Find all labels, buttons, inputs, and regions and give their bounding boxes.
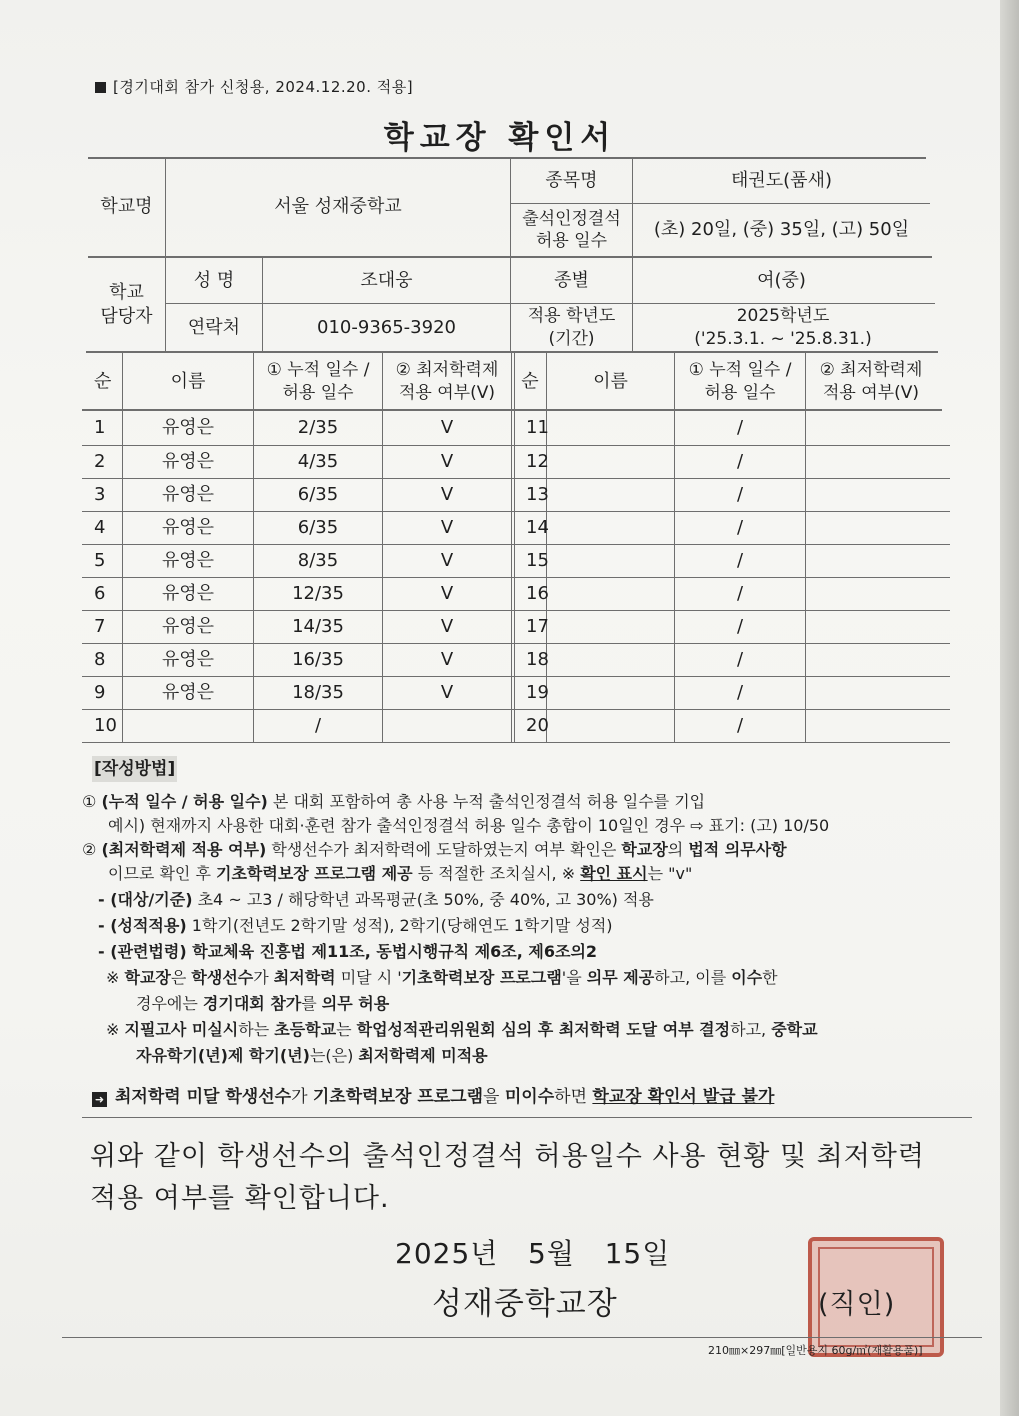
row-20-name	[547, 709, 674, 742]
row-5-days: 8/35	[297, 549, 339, 571]
row-17-days: /	[736, 615, 744, 637]
num-2: ②	[82, 840, 97, 859]
row-19-check	[806, 676, 936, 709]
footer-divider	[62, 1337, 982, 1338]
row-17-check	[806, 610, 936, 643]
closing-statement-line1: 위와 같이 학생선수의 출석인정결석 허용일수 사용 현황 및 최저학력	[90, 1141, 925, 1172]
row-8-no: 8	[94, 648, 106, 670]
text: 경우에는	[136, 994, 203, 1013]
text: 을	[483, 1087, 505, 1107]
bold-text: 최저학력 미달 학생선수	[115, 1087, 292, 1107]
row-7-name: 유영은	[161, 615, 215, 637]
row-4-check: V	[440, 516, 454, 538]
row-18-check	[806, 643, 936, 676]
row-9-no: 9	[94, 681, 106, 703]
row-20-check	[806, 709, 936, 742]
row-1-check: V	[440, 417, 454, 439]
row-10-no: 10	[94, 714, 117, 736]
row-15-days: /	[736, 549, 744, 571]
row-18-days: /	[736, 648, 744, 670]
row-14-check	[806, 511, 936, 544]
row-12-days: /	[736, 450, 744, 472]
text: 이므로 확인 후	[108, 864, 216, 883]
bold-text: 기초학력보장 프로그램 제공	[216, 864, 413, 883]
text: 하고, 이를	[654, 968, 732, 987]
row-18-name	[547, 643, 674, 676]
bold-text: - (대상/기준)	[98, 890, 193, 909]
col-header-days: ① 누적 일수 / 허용 일수	[266, 360, 370, 403]
text: 학생선수가 최저학력에 도달하였는지 여부 확인은	[266, 840, 622, 859]
table-row-line	[82, 742, 950, 743]
guide-item-1-title: (누적 일수 / 허용 일수)	[101, 792, 268, 811]
row-10-check	[383, 709, 511, 742]
bold-text: 최저학력제 미적용	[358, 1046, 488, 1065]
bold-text: 법적 의무사항	[688, 840, 787, 859]
col-header-no: 순	[94, 370, 112, 392]
text: 의	[667, 840, 689, 859]
text: 하는	[238, 1020, 275, 1039]
bold-text: 초등학교	[274, 1020, 337, 1039]
issue-date: 2025년 5월 15일	[395, 1237, 671, 1270]
allowed-days-value: (초) 20일, (중) 35일, (고) 50일	[653, 219, 910, 241]
row-5-name: 유영은	[161, 549, 215, 571]
guide-final-warning	[92, 1084, 774, 1110]
row-2-no: 2	[94, 450, 106, 472]
row-18-no: 18	[526, 648, 549, 670]
row-19-name	[547, 676, 674, 709]
row-6-no: 6	[94, 582, 106, 604]
bold-text: 학교장 확인서 발급 불가	[592, 1087, 775, 1107]
bold-text: 의무 제공	[586, 968, 655, 987]
row-3-no: 3	[94, 483, 106, 505]
row-7-check: V	[440, 615, 454, 637]
row-13-check	[806, 478, 936, 511]
arrow-box-icon: ➜	[92, 1092, 107, 1107]
row-9-check: V	[440, 681, 454, 703]
table-col-line	[511, 353, 512, 743]
row-15-name	[547, 544, 674, 577]
bold-text: 이수	[731, 968, 763, 987]
text: 는 "v"	[647, 864, 693, 883]
bold-text: - (성적적용)	[98, 916, 187, 935]
guide-item-1	[82, 790, 705, 815]
bold-text: 학생선수	[191, 968, 254, 987]
bold-text: 최저학력	[273, 968, 336, 987]
text: 1학기(전년도 2학기말 성적), 2학기(당해연도 1학기말 성적)	[186, 916, 613, 935]
bold-text: 학교체육 진흥법 제11조, 동법시행규칙 제6조, 제6조의2	[186, 942, 598, 961]
bold-text: 의무 허용	[321, 994, 390, 1013]
text: 는(은)	[309, 1046, 359, 1065]
row-12-no: 12	[526, 450, 549, 472]
manager-name-value: 조대웅	[360, 269, 413, 291]
row-8-name: 유영은	[161, 648, 215, 670]
row-1-name: 유영은	[161, 417, 215, 439]
bold-text: 학교장	[621, 840, 668, 859]
bold-text: 지필고사 미실시	[124, 1020, 239, 1039]
row-11-check	[806, 411, 936, 445]
manager-label: 학교 담당자	[100, 282, 153, 327]
bold-text: 학업성적관리위원회 심의 후 최저학력 도달 여부 결정	[356, 1020, 731, 1039]
row-2-name: 유영은	[161, 450, 215, 472]
gender-label: 종별	[554, 269, 589, 291]
row-19-no: 19	[526, 681, 549, 703]
row-1-days: 2/35	[297, 417, 339, 439]
contact-value: 010-9365-3920	[317, 316, 456, 338]
row-17-no: 17	[526, 615, 549, 637]
event-label: 종목명	[545, 169, 598, 191]
row-11-days: /	[736, 417, 744, 439]
text: 은	[170, 968, 192, 987]
row-4-no: 4	[94, 516, 106, 538]
row-20-days: /	[736, 714, 744, 736]
row-10-name	[123, 709, 253, 742]
guide-heading: [작성방법]	[92, 756, 177, 782]
header-note	[95, 76, 413, 97]
row-20-no: 20	[526, 714, 549, 736]
col-header-days-right: ① 누적 일수 / 허용 일수	[688, 360, 792, 403]
allowed-days-label: 출석인정결석 허용 일수	[522, 208, 621, 251]
col-header-name: 이름	[170, 370, 206, 392]
row-16-check	[806, 577, 936, 610]
guide-item-2-line2	[108, 862, 692, 887]
text: '을	[561, 968, 587, 987]
row-2-days: 4/35	[297, 450, 339, 472]
guide-sub-law	[98, 940, 597, 965]
col-header-no-right: 순	[521, 370, 539, 392]
row-16-no: 16	[526, 582, 549, 604]
year-label: 적용 학년도 (기간)	[527, 306, 616, 349]
row-5-no: 5	[94, 549, 106, 571]
row-1-no: 1	[94, 417, 106, 439]
row-14-name	[547, 511, 674, 544]
info-border-bottom	[86, 351, 938, 353]
row-6-name: 유영은	[161, 582, 215, 604]
bold-text: 확인 표시	[580, 864, 648, 883]
school-value: 서울 성재중학교	[274, 196, 402, 218]
row-7-no: 7	[94, 615, 106, 637]
row-15-no: 15	[526, 549, 549, 571]
guide-note-2	[106, 1018, 818, 1043]
row-7-days: 14/35	[292, 615, 344, 637]
row-17-name	[547, 610, 674, 643]
row-3-days: 6/35	[297, 483, 339, 505]
row-4-name: 유영은	[161, 516, 215, 538]
guide-note-1-line2	[136, 992, 389, 1017]
row-11-name	[547, 411, 674, 445]
row-13-no: 13	[526, 483, 549, 505]
row-2-check: V	[440, 450, 454, 472]
guide-sub-target	[98, 888, 654, 913]
row-6-check: V	[440, 582, 454, 604]
contact-label: 연락처	[187, 316, 241, 338]
row-8-check: V	[440, 648, 454, 670]
row-19-days: /	[736, 681, 744, 703]
document-title: 학교장 확인서	[383, 120, 617, 156]
text: 등 적절한 조치실시, ※	[412, 864, 581, 883]
paper-spec-footer: 210㎜×297㎜[일반용지 60g/㎡(재활용품)]	[708, 1344, 923, 1357]
text: 는	[336, 1020, 357, 1039]
row-3-name: 유영은	[161, 483, 215, 505]
bold-text: 중학교	[771, 1020, 818, 1039]
col-header-min-right: ② 최저학력제 적용 여부(V)	[819, 360, 923, 403]
manager-name-label: 성 명	[193, 269, 235, 291]
header-note-text: [경기대회 참가 신청용, 2024.12.20. 적용]	[113, 78, 414, 96]
row-13-name	[547, 478, 674, 511]
row-3-check: V	[440, 483, 454, 505]
text: 하고,	[730, 1020, 772, 1039]
square-bullet-icon	[95, 82, 106, 93]
row-6-days: 12/35	[292, 582, 344, 604]
guide-item-2	[82, 838, 787, 863]
bold-text: - (관련법령)	[98, 942, 187, 961]
row-13-days: /	[736, 483, 744, 505]
seal-label: (직인)	[818, 1289, 896, 1320]
row-14-days: /	[736, 516, 744, 538]
text: 한	[762, 968, 778, 987]
event-value: 태권도(품새)	[731, 169, 832, 191]
text: 를	[301, 994, 322, 1013]
row-11-no: 11	[526, 417, 549, 439]
bold-text: 학교장	[124, 968, 171, 987]
note-mark: ※	[106, 968, 120, 987]
row-12-name	[547, 445, 674, 478]
writing-guide	[82, 756, 972, 1116]
closing-statement-line2: 적용 여부를 확인합니다.	[90, 1183, 390, 1214]
gender-value: 여(중)	[757, 269, 806, 291]
bold-text: 기초학력보장 프로그램	[401, 968, 562, 987]
col-header-min: ② 최저학력제 적용 여부(V)	[395, 360, 499, 403]
text: 초4 ~ 고3 / 해당학년 과목평균(초 50%, 중 40%, 고 30%) 적용	[192, 890, 654, 909]
text: 하면	[554, 1087, 593, 1107]
row-10-days: /	[314, 714, 322, 736]
row-4-days: 6/35	[297, 516, 339, 538]
bold-text: 미이수	[504, 1087, 555, 1107]
row-15-check	[806, 544, 936, 577]
guide-divider	[82, 1117, 972, 1118]
row-14-no: 14	[526, 516, 549, 538]
guide-item-2-title: (최저학력제 적용 여부)	[101, 840, 267, 859]
guide-note-1	[106, 966, 778, 991]
year-value: 2025학년도 ('25.3.1. ~ '25.8.31.)	[694, 306, 872, 349]
bold-text: 기초학력보장 프로그램	[312, 1087, 484, 1107]
paper-edge	[1000, 0, 1019, 1416]
bold-text: 경기대회 참가	[202, 994, 302, 1013]
row-12-check	[806, 445, 936, 478]
col-header-name-right: 이름	[593, 370, 628, 392]
text: 미달 시 '	[335, 968, 402, 987]
row-16-days: /	[736, 582, 744, 604]
row-9-days: 18/35	[292, 681, 344, 703]
guide-sub-grades	[98, 914, 613, 939]
row-16-name	[547, 577, 674, 610]
school-label: 학교명	[100, 196, 153, 218]
num-1: ①	[82, 792, 97, 811]
text: 가	[291, 1087, 313, 1107]
guide-item-1-text: 본 대회 포함하여 총 사용 누적 출석인정결석 허용 일수를 기입	[267, 792, 706, 811]
note-mark: ※	[106, 1020, 120, 1039]
signer-title: 성재중학교장	[432, 1286, 618, 1322]
row-8-days: 16/35	[292, 648, 344, 670]
row-9-name: 유영은	[161, 681, 215, 703]
row-5-check: V	[440, 549, 454, 571]
text: 가	[253, 968, 274, 987]
guide-note-2-line2	[136, 1044, 488, 1069]
table-col-line	[514, 353, 515, 743]
guide-item-1-example: 예시) 현재까지 사용한 대회·훈련 참가 출석인정결석 허용 일수 총합이 10일인 경우 ⇨ 표기: (고) 10/50	[108, 816, 830, 835]
bold-text: 자유학기(년)제 학기(년)	[136, 1046, 310, 1065]
